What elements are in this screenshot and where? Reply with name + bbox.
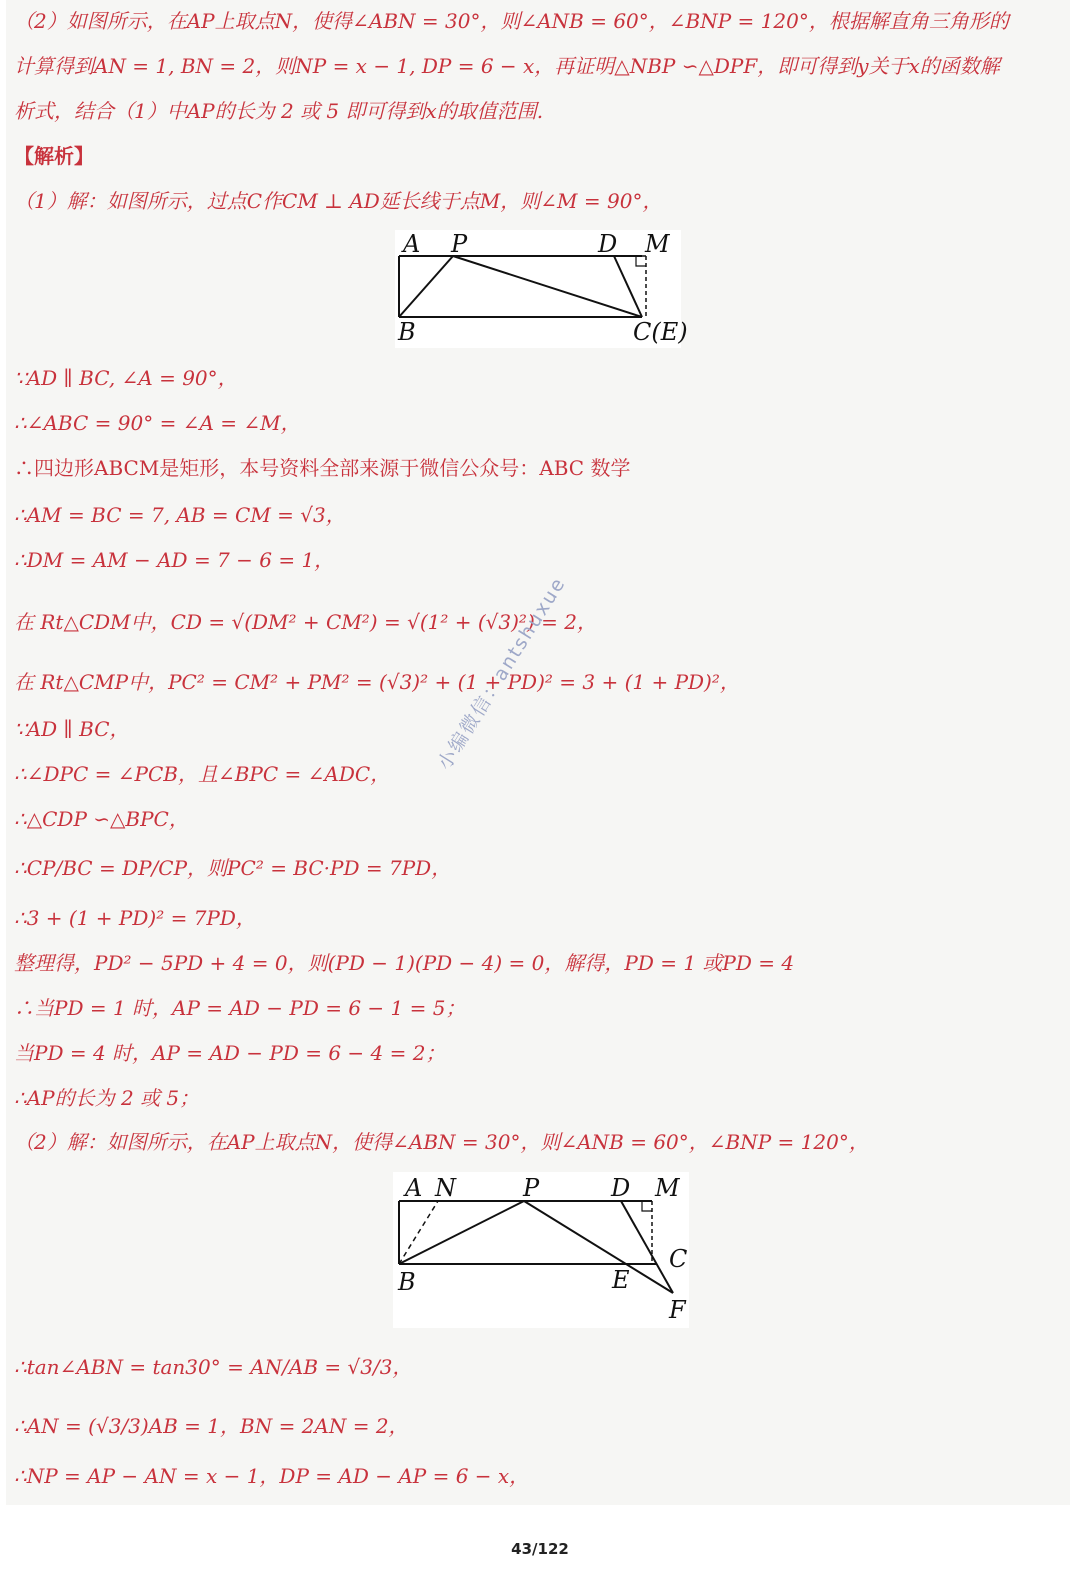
watermark-text: 小编微信：antshuxue — [433, 572, 571, 774]
intro-line-2: 计算得到AN = 1, BN = 2，则NP = x − 1, DP = 6 − x，再证明△NBP ∽△DPF，即可得到y关于x的函数解 — [14, 54, 1000, 78]
document-page — [6, 0, 1070, 1505]
step-line-1: ∵AD ∥ BC, ∠A = 90°， — [14, 366, 238, 390]
fig2-label-p: P — [523, 1174, 540, 1202]
page-number: 43/122 — [511, 1540, 569, 1558]
fig1-label-d: D — [598, 230, 618, 258]
fig2-label-f: F — [669, 1296, 686, 1324]
step-line-4: ∴AM = BC = 7, AB = CM = √3， — [14, 503, 346, 527]
step-line-15: 当PD = 4 时，AP = AD − PD = 6 − 4 = 2； — [14, 1041, 446, 1065]
analysis-heading: 【解析】 — [14, 144, 94, 168]
step-line-7: 在 Rt△CMP中，PC² = CM² + PM² = (√3)² + (1 + PD)² = 3 + (1 + PD)²， — [14, 670, 740, 694]
step-line-2: ∴∠ABC = 90° = ∠A = ∠M， — [14, 411, 301, 435]
step-line-18: ∴AN = (√3/3)AB = 1，BN = 2AN = 2， — [14, 1414, 409, 1438]
step-line-6: 在 Rt△CDM中，CD = √(DM² + CM²) = √(1² + (√3)²) = 2， — [14, 610, 597, 634]
fig1-label-m: M — [645, 230, 670, 258]
intro-line-1: （2）如图所示，在AP上取点N，使得∠ABN = 30°，则∠ANB = 60°，∠BNP = 120°，根据解直角三角形的 — [14, 9, 1009, 33]
part1-intro: （1）解：如图所示，过点C作CM ⊥ AD延长线于点M，则∠M = 90°， — [14, 189, 663, 213]
part2-intro: （2）解：如图所示，在AP上取点N，使得∠ABN = 30°，则∠ANB = 60°，∠BNP = 120°， — [14, 1130, 869, 1154]
fig2-label-c: C — [669, 1245, 688, 1273]
fig2-label-d: D — [611, 1174, 631, 1202]
step-line-12: ∴3 + (1 + PD)² = 7PD， — [14, 906, 256, 930]
step-line-3: ∴四边形ABCM是矩形，本号资料全部来源于微信公众号：ABC 数学 — [14, 456, 631, 480]
fig2-label-m: M — [655, 1174, 680, 1202]
step-line-13: 整理得，PD² − 5PD + 4 = 0，则(PD − 1)(PD − 4) = 0，解得，PD = 1 或PD = 4 — [14, 951, 795, 975]
step-line-17: ∴tan∠ABN = tan30° = AN/AB = √3/3， — [14, 1355, 413, 1379]
step-line-10: ∴△CDP ∽△BPC， — [14, 807, 189, 831]
step-line-8: ∵AD ∥ BC， — [14, 717, 130, 741]
fig1-label-a: A — [403, 230, 421, 258]
step-line-5: ∴DM = AM − AD = 7 − 6 = 1， — [14, 548, 335, 572]
step-line-9: ∴∠DPC = ∠PCB，且∠BPC = ∠ADC， — [14, 762, 391, 786]
fig1-label-b: B — [398, 318, 416, 346]
intro-line-3: 析式，结合（1）中AP的长为 2 或 5 即可得到x的取值范围. — [14, 99, 544, 123]
step-line-16: ∴AP的长为 2 或 5； — [14, 1086, 200, 1110]
step-line-14: ∴当PD = 1 时，AP = AD − PD = 6 − 1 = 5； — [14, 996, 466, 1020]
figure-1 — [395, 230, 688, 348]
step-line-19: ∴NP = AP − AN = x − 1，DP = AD − AP = 6 − x， — [14, 1464, 530, 1488]
fig2-label-e: E — [612, 1266, 630, 1294]
fig2-label-n: N — [435, 1174, 456, 1202]
fig2-label-a: A — [405, 1174, 423, 1202]
figure-2 — [393, 1172, 689, 1328]
fig1-label-p: P — [451, 230, 468, 258]
step-line-11: ∴CP/BC = DP/CP，则PC² = BC·PD = 7PD， — [14, 856, 452, 880]
fig1-label-ce: C(E) — [633, 318, 688, 346]
fig2-label-b: B — [398, 1268, 416, 1296]
